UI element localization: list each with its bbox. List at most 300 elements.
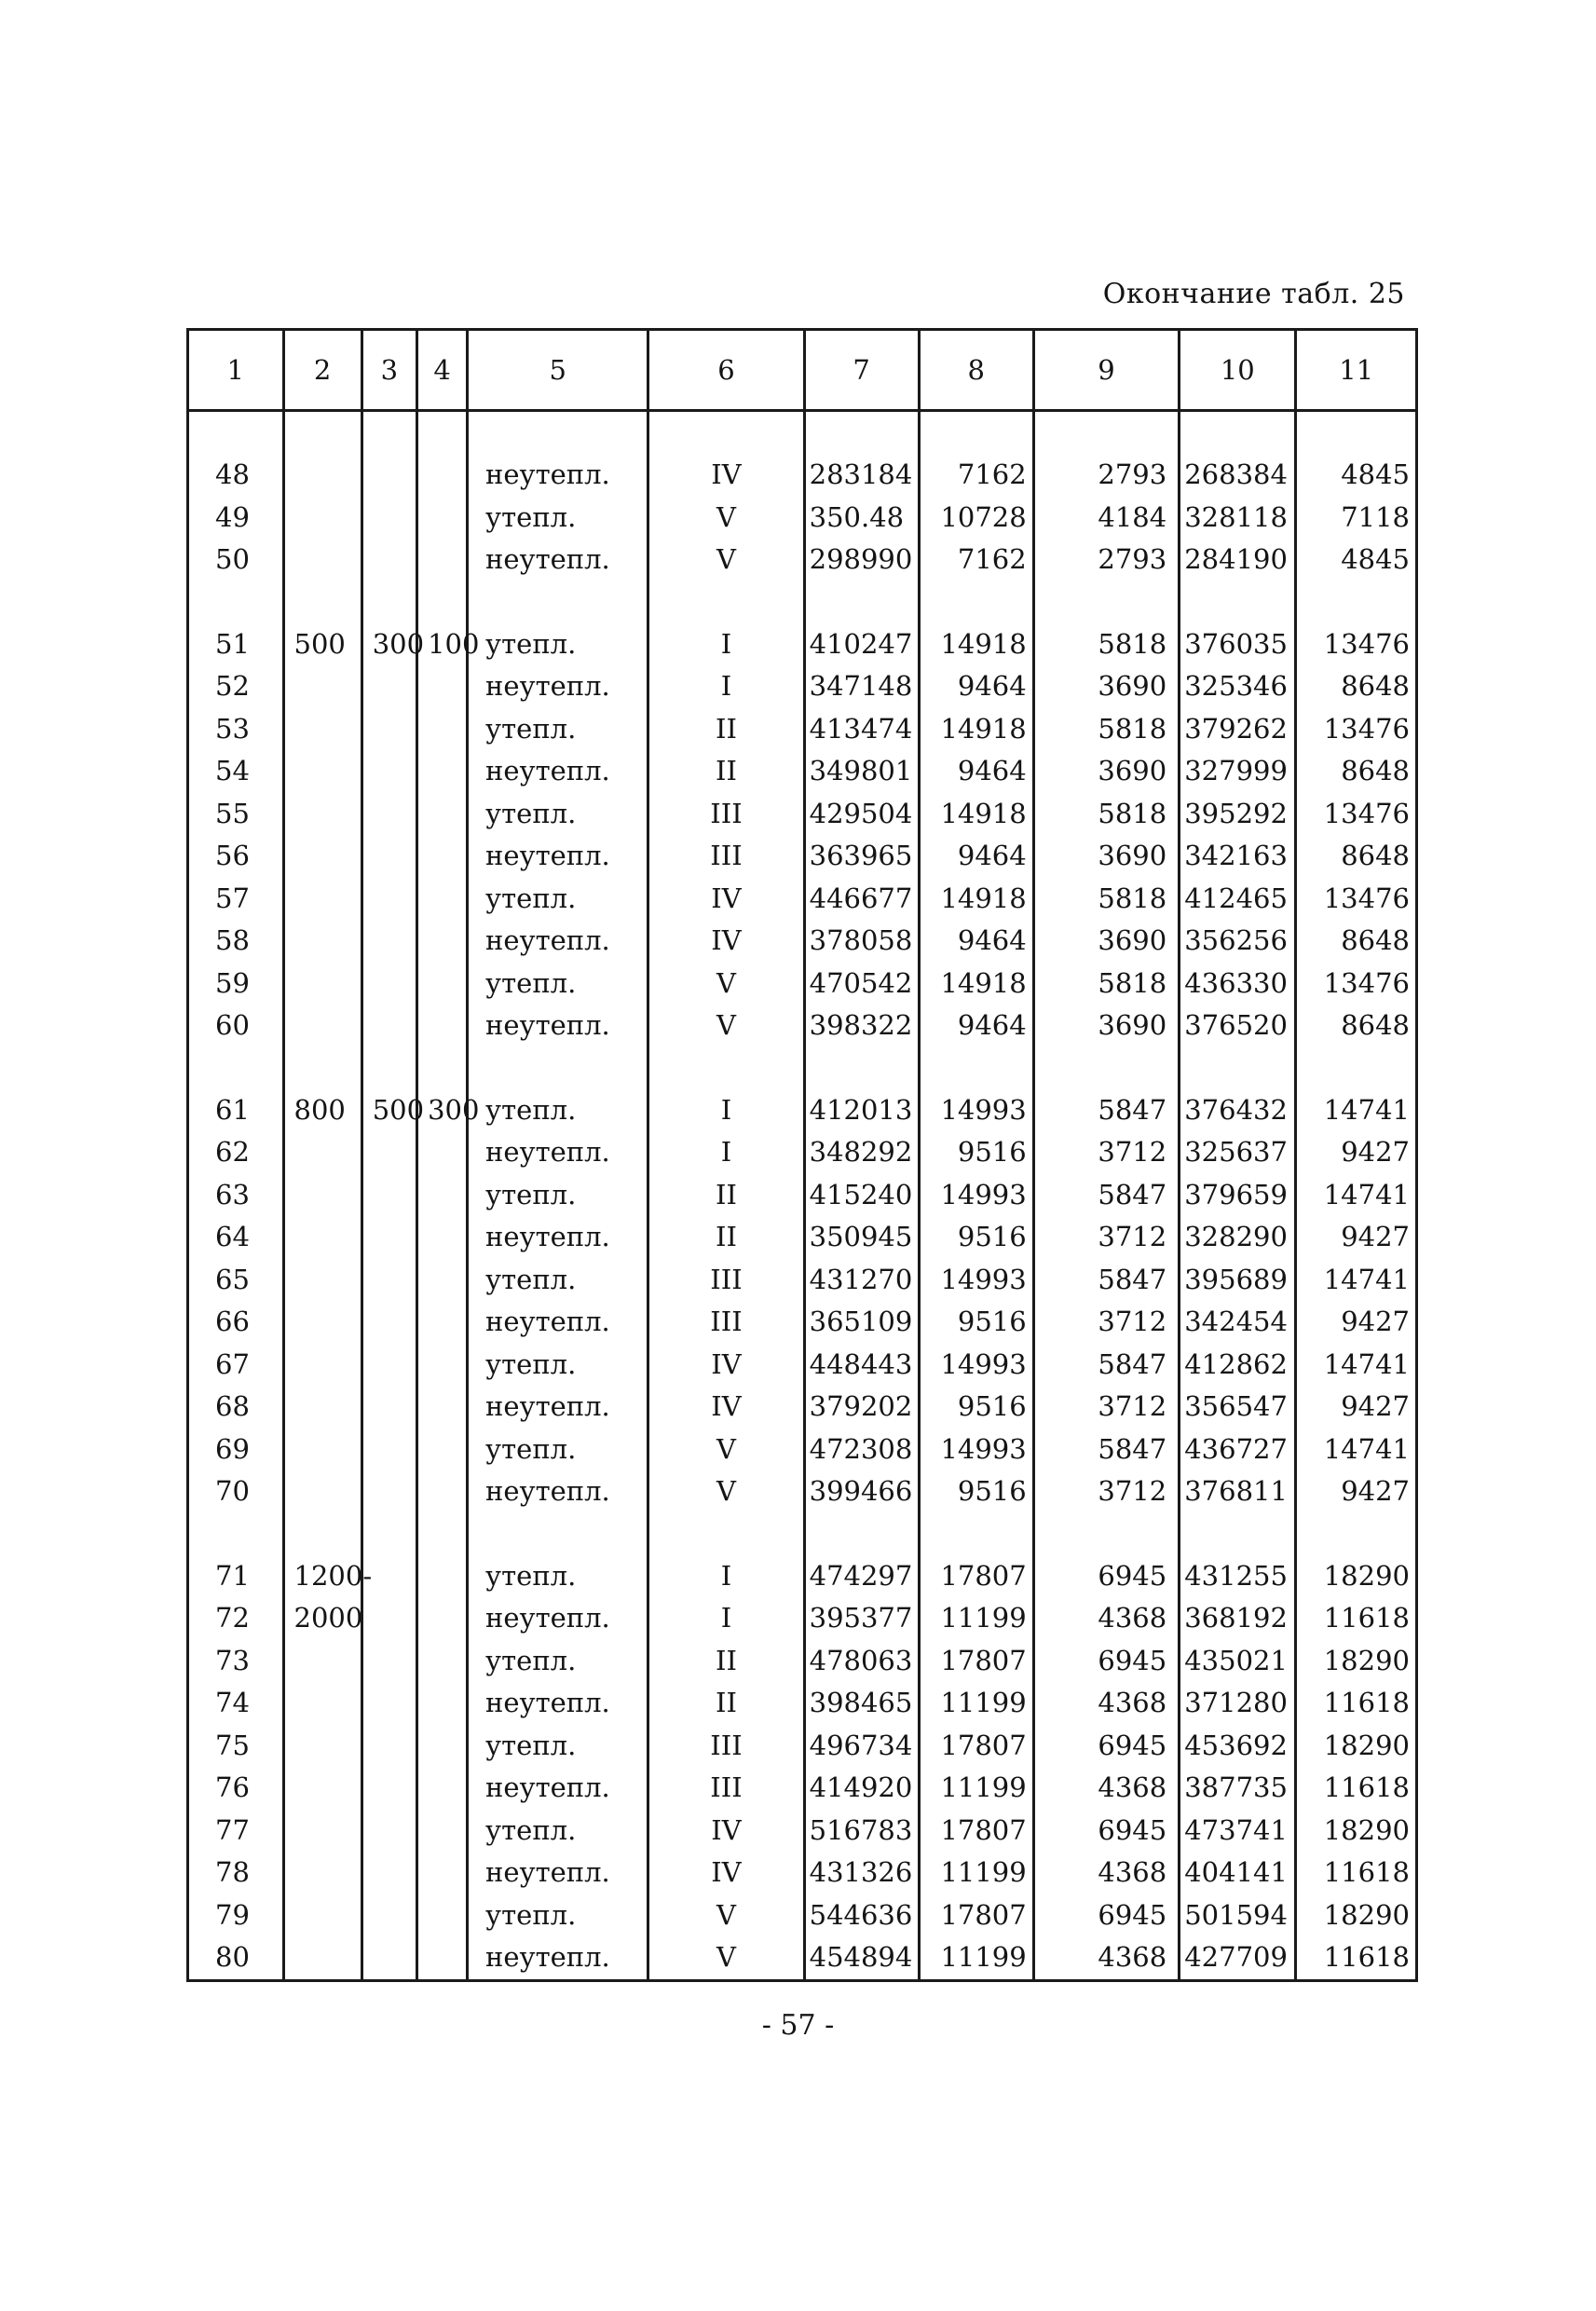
cell-col-11: 4845 [1296,454,1417,497]
cell-col-6: IV [648,1344,804,1387]
cell-col-1: 77 [188,1810,284,1853]
cell-col-11: 14741 [1296,1259,1417,1302]
spacer-cell [1296,1513,1417,1555]
group-spacer [188,411,1417,455]
cell-col-2 [283,1216,361,1259]
cell-col-10: 379659 [1180,1174,1296,1217]
table-row [188,665,1417,708]
cell-col-4 [417,1640,468,1683]
cell-col-5: неутепл. [468,1301,648,1344]
cell-col-1: 60 [188,1005,284,1047]
cell-col-2 [283,750,361,793]
cell-col-3 [361,920,416,963]
cell-col-9: 3712 [1033,1131,1180,1174]
cell-col-3 [361,1725,416,1768]
cell-col-6: V [648,1429,804,1471]
cell-col-10: 379262 [1180,708,1296,751]
cell-col-9: 5818 [1033,963,1180,1005]
cell-col-3 [361,1386,416,1429]
cell-col-2 [283,1470,361,1513]
cell-col-3 [361,539,416,581]
cell-col-4: 300 [417,1089,468,1132]
cell-col-7: 431270 [804,1259,919,1302]
spacer-cell [1033,1047,1180,1089]
cell-col-4 [417,1852,468,1894]
cell-col-10: 376432 [1180,1089,1296,1132]
cell-col-10: 436727 [1180,1429,1296,1471]
cell-col-10: 473741 [1180,1810,1296,1853]
cell-col-6: I [648,1131,804,1174]
cell-col-8: 11199 [919,1852,1033,1894]
spacer-cell [919,1047,1033,1089]
cell-col-10: 395689 [1180,1259,1296,1302]
cell-col-3 [361,1936,416,1980]
cell-col-2 [283,1005,361,1047]
cell-col-4 [417,750,468,793]
cell-col-4 [417,1767,468,1810]
cell-col-10: 368192 [1180,1597,1296,1640]
cell-col-9: 6945 [1033,1725,1180,1768]
spacer-cell [283,1513,361,1555]
cell-col-6: I [648,665,804,708]
page-number: - 57 - [761,2009,835,2042]
cell-col-11: 11618 [1296,1852,1417,1894]
cell-col-6: II [648,1174,804,1217]
cell-col-6: V [648,963,804,1005]
cell-col-9: 5847 [1033,1259,1180,1302]
cell-col-8: 9464 [919,920,1033,963]
column-header-6: 6 [648,330,804,411]
cell-col-10: 376035 [1180,623,1296,666]
cell-col-1: 57 [188,878,284,921]
cell-col-1: 73 [188,1640,284,1683]
column-header-5: 5 [468,330,648,411]
cell-col-3 [361,1259,416,1302]
cell-col-1: 52 [188,665,284,708]
cell-col-7: 446677 [804,878,919,921]
cell-col-9: 3712 [1033,1386,1180,1429]
spacer-cell [361,411,416,455]
cell-col-1: 48 [188,454,284,497]
cell-col-6: III [648,1301,804,1344]
cell-col-6: III [648,1725,804,1768]
cell-col-10: 427709 [1180,1936,1296,1980]
column-header-1: 1 [188,330,284,411]
cell-col-3 [361,1852,416,1894]
cell-col-3 [361,497,416,540]
cell-col-9: 3712 [1033,1470,1180,1513]
table-row [188,1301,1417,1344]
cell-col-6: III [648,793,804,836]
cell-col-8: 11199 [919,1767,1033,1810]
cell-col-11: 9427 [1296,1216,1417,1259]
spacer-cell [804,1047,919,1089]
cell-col-7: 454894 [804,1936,919,1980]
cell-col-7: 398322 [804,1005,919,1047]
cell-col-1: 50 [188,539,284,581]
cell-col-3 [361,454,416,497]
cell-col-5: утепл. [468,1259,648,1302]
cell-col-9: 3690 [1033,835,1180,878]
cell-col-8: 14993 [919,1259,1033,1302]
cell-col-8: 17807 [919,1894,1033,1937]
cell-col-5: утепл. [468,1894,648,1937]
cell-col-3 [361,1597,416,1640]
table-row [188,1174,1417,1217]
cell-col-7: 415240 [804,1174,919,1217]
cell-col-5: неутепл. [468,1131,648,1174]
table-row [188,1259,1417,1302]
cell-col-5: утепл. [468,497,648,540]
spacer-cell [648,1047,804,1089]
cell-col-10: 431255 [1180,1555,1296,1598]
cell-col-7: 474297 [804,1555,919,1598]
cell-col-6: IV [648,878,804,921]
cell-col-2: 2000 [283,1597,361,1640]
cell-col-11: 4845 [1296,539,1417,581]
table-row [188,539,1417,581]
cell-col-1: 80 [188,1936,284,1980]
spacer-cell [417,1047,468,1089]
column-header-10: 10 [1180,330,1296,411]
cell-col-10: 387735 [1180,1767,1296,1810]
cell-col-9: 3690 [1033,920,1180,963]
spacer-cell [188,581,284,623]
cell-col-4 [417,793,468,836]
cell-col-3 [361,793,416,836]
group-spacer [188,1513,1417,1555]
table-row [188,1894,1417,1937]
cell-col-1: 67 [188,1344,284,1387]
table-row [188,454,1417,497]
cell-col-4 [417,1936,468,1980]
cell-col-9: 4368 [1033,1682,1180,1725]
cell-col-9: 5818 [1033,793,1180,836]
cell-col-4 [417,1894,468,1937]
cell-col-4 [417,1555,468,1598]
cell-col-8: 14918 [919,963,1033,1005]
cell-col-11: 9427 [1296,1131,1417,1174]
cell-col-4 [417,1682,468,1725]
cell-col-3 [361,1894,416,1937]
cell-col-7: 283184 [804,454,919,497]
cell-col-9: 5818 [1033,878,1180,921]
cell-col-8: 11199 [919,1936,1033,1980]
table-row [188,1429,1417,1471]
cell-col-5: неутепл. [468,665,648,708]
cell-col-10: 328118 [1180,497,1296,540]
cell-col-10: 268384 [1180,454,1296,497]
cell-col-10: 342454 [1180,1301,1296,1344]
cell-col-1: 55 [188,793,284,836]
table-row [188,1005,1417,1047]
cell-col-6: V [648,1005,804,1047]
cell-col-2 [283,1852,361,1894]
cell-col-2 [283,1131,361,1174]
cell-col-5: утепл. [468,1429,648,1471]
cell-col-7: 431326 [804,1852,919,1894]
data-table-container [186,328,1418,1982]
cell-col-8: 17807 [919,1725,1033,1768]
cell-col-2 [283,1174,361,1217]
spacer-cell [283,411,361,455]
cell-col-7: 496734 [804,1725,919,1768]
cell-col-8: 9516 [919,1470,1033,1513]
cell-col-5: неутепл. [468,1216,648,1259]
cell-col-11: 13476 [1296,963,1417,1005]
cell-col-9: 4184 [1033,497,1180,540]
cell-col-3 [361,1640,416,1683]
spacer-cell [804,1513,919,1555]
cell-col-2 [283,1682,361,1725]
table-row [188,878,1417,921]
cell-col-10: 328290 [1180,1216,1296,1259]
cell-col-4 [417,1259,468,1302]
cell-col-6: III [648,835,804,878]
spacer-cell [648,411,804,455]
data-table [186,328,1418,1982]
spacer-cell [804,411,919,455]
cell-col-7: 448443 [804,1344,919,1387]
cell-col-9: 3690 [1033,665,1180,708]
cell-col-7: 349801 [804,750,919,793]
spacer-cell [468,411,648,455]
spacer-cell [1296,1047,1417,1089]
spacer-cell [468,1513,648,1555]
cell-col-8: 10728 [919,497,1033,540]
cell-col-7: 347148 [804,665,919,708]
cell-col-8: 9464 [919,750,1033,793]
column-header-7: 7 [804,330,919,411]
cell-col-5: утепл. [468,793,648,836]
cell-col-4 [417,1725,468,1768]
cell-col-8: 14993 [919,1174,1033,1217]
cell-col-1: 65 [188,1259,284,1302]
cell-col-2: 500 [283,623,361,666]
cell-col-2 [283,1386,361,1429]
cell-col-9: 5847 [1033,1174,1180,1217]
group-spacer [188,581,1417,623]
cell-col-11: 18290 [1296,1725,1417,1768]
cell-col-1: 79 [188,1894,284,1937]
cell-col-7: 413474 [804,708,919,751]
cell-col-5: неутепл. [468,1767,648,1810]
cell-col-8: 14993 [919,1089,1033,1132]
cell-col-6: II [648,708,804,751]
cell-col-4 [417,1301,468,1344]
cell-col-8: 9516 [919,1216,1033,1259]
cell-col-8: 9516 [919,1131,1033,1174]
cell-col-9: 4368 [1033,1852,1180,1894]
cell-col-4 [417,1216,468,1259]
cell-col-2 [283,1301,361,1344]
cell-col-1: 49 [188,497,284,540]
cell-col-9: 6945 [1033,1640,1180,1683]
cell-col-4 [417,1597,468,1640]
column-header-4: 4 [417,330,468,411]
cell-col-11: 14741 [1296,1089,1417,1132]
spacer-cell [804,581,919,623]
cell-col-4 [417,1470,468,1513]
spacer-cell [1180,1047,1296,1089]
cell-col-2 [283,1725,361,1768]
cell-col-5: неутепл. [468,539,648,581]
cell-col-3 [361,963,416,1005]
cell-col-1: 51 [188,623,284,666]
column-header-11: 11 [1296,330,1417,411]
cell-col-7: 414920 [804,1767,919,1810]
cell-col-2 [283,920,361,963]
cell-col-3 [361,835,416,878]
cell-col-4 [417,1174,468,1217]
cell-col-8: 14918 [919,793,1033,836]
cell-col-2 [283,1640,361,1683]
cell-col-4 [417,835,468,878]
cell-col-7: 379202 [804,1386,919,1429]
table-row [188,920,1417,963]
cell-col-1: 59 [188,963,284,1005]
cell-col-8: 17807 [919,1810,1033,1853]
cell-col-7: 395377 [804,1597,919,1640]
table-row [188,1555,1417,1598]
cell-col-1: 54 [188,750,284,793]
cell-col-8: 14993 [919,1344,1033,1387]
table-row [188,1640,1417,1683]
cell-col-3 [361,1767,416,1810]
cell-col-7: 399466 [804,1470,919,1513]
cell-col-1: 74 [188,1682,284,1725]
cell-col-3 [361,1429,416,1471]
cell-col-4 [417,454,468,497]
cell-col-8: 11199 [919,1682,1033,1725]
cell-col-3 [361,1682,416,1725]
table-row [188,497,1417,540]
table-caption: Окончание табл. 25 [1102,278,1405,310]
cell-col-11: 9427 [1296,1386,1417,1429]
table-row [188,1386,1417,1429]
cell-col-6: I [648,623,804,666]
cell-col-2 [283,454,361,497]
table-row [188,1852,1417,1894]
cell-col-6: V [648,1894,804,1937]
cell-col-11: 18290 [1296,1555,1417,1598]
cell-col-4 [417,963,468,1005]
cell-col-7: 470542 [804,963,919,1005]
cell-col-8: 9516 [919,1386,1033,1429]
cell-col-4 [417,1131,468,1174]
spacer-cell [361,581,416,623]
cell-col-5: утепл. [468,708,648,751]
cell-col-1: 68 [188,1386,284,1429]
cell-col-5: утепл. [468,1725,648,1768]
cell-col-9: 6945 [1033,1810,1180,1853]
cell-col-9: 3690 [1033,1005,1180,1047]
table-row [188,1682,1417,1725]
cell-col-8: 9464 [919,1005,1033,1047]
cell-col-1: 53 [188,708,284,751]
cell-col-2 [283,878,361,921]
cell-col-2 [283,1344,361,1387]
cell-col-1: 62 [188,1131,284,1174]
cell-col-8: 14918 [919,708,1033,751]
cell-col-1: 61 [188,1089,284,1132]
cell-col-9: 3712 [1033,1216,1180,1259]
cell-col-9: 2793 [1033,539,1180,581]
cell-col-8: 9516 [919,1301,1033,1344]
cell-col-3 [361,708,416,751]
cell-col-9: 3712 [1033,1301,1180,1344]
spacer-cell [1180,581,1296,623]
table-row [188,1936,1417,1980]
cell-col-10: 325637 [1180,1131,1296,1174]
cell-col-7: 350.48 [804,497,919,540]
table-row [188,708,1417,751]
cell-col-6: II [648,1640,804,1683]
cell-col-8: 11199 [919,1597,1033,1640]
cell-col-11: 8648 [1296,665,1417,708]
cell-col-6: IV [648,1852,804,1894]
cell-col-10: 325346 [1180,665,1296,708]
cell-col-11: 8648 [1296,1005,1417,1047]
table-row [188,1344,1417,1387]
cell-col-11: 13476 [1296,878,1417,921]
cell-col-2 [283,708,361,751]
cell-col-6: IV [648,1386,804,1429]
table-row [188,793,1417,836]
cell-col-4 [417,878,468,921]
cell-col-11: 13476 [1296,793,1417,836]
cell-col-7: 544636 [804,1894,919,1937]
cell-col-10: 284190 [1180,539,1296,581]
cell-col-8: 14993 [919,1429,1033,1471]
cell-col-7: 348292 [804,1131,919,1174]
cell-col-2: 800 [283,1089,361,1132]
cell-col-10: 436330 [1180,963,1296,1005]
cell-col-9: 4368 [1033,1936,1180,1980]
cell-col-9: 5847 [1033,1344,1180,1387]
cell-col-1: 70 [188,1470,284,1513]
cell-col-4 [417,920,468,963]
cell-col-5: неутепл. [468,1936,648,1980]
cell-col-5: утепл. [468,1344,648,1387]
cell-col-11: 18290 [1296,1640,1417,1683]
cell-col-5: неутепл. [468,750,648,793]
cell-col-10: 356547 [1180,1386,1296,1429]
spacer-cell [1033,1513,1180,1555]
spacer-cell [417,1513,468,1555]
table-row [188,963,1417,1005]
cell-col-5: утепл. [468,1640,648,1683]
cell-col-10: 327999 [1180,750,1296,793]
cell-col-11: 11618 [1296,1597,1417,1640]
cell-col-3: 300 [361,623,416,666]
cell-col-6: I [648,1555,804,1598]
cell-col-4 [417,497,468,540]
cell-col-9: 4368 [1033,1767,1180,1810]
table-row [188,1597,1417,1640]
cell-col-5: утепл. [468,1810,648,1853]
spacer-cell [417,581,468,623]
cell-col-11: 14741 [1296,1174,1417,1217]
cell-col-10: 435021 [1180,1640,1296,1683]
cell-col-7: 478063 [804,1640,919,1683]
cell-col-3 [361,1174,416,1217]
cell-col-6: V [648,1470,804,1513]
column-header-9: 9 [1033,330,1180,411]
cell-col-11: 18290 [1296,1810,1417,1853]
cell-col-8: 7162 [919,539,1033,581]
cell-col-11: 11618 [1296,1682,1417,1725]
